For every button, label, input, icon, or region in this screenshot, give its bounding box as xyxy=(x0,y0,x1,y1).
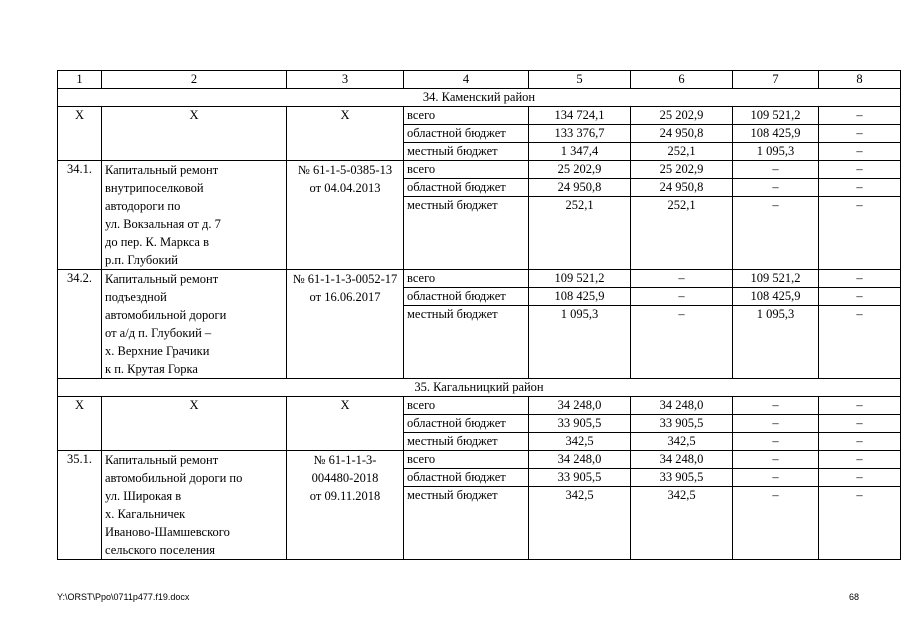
value-col5: 25 202,9 xyxy=(529,161,631,179)
budget-label: областной бюджет xyxy=(404,179,529,197)
value-col6: 342,5 xyxy=(631,433,733,451)
value-col7: – xyxy=(733,397,819,415)
item-document xyxy=(287,270,404,379)
value-col8: – xyxy=(819,433,901,451)
value-col6: 252,1 xyxy=(631,143,733,161)
value-col6: 34 248,0 xyxy=(631,397,733,415)
value-col5: 34 248,0 xyxy=(529,397,631,415)
value-col8: – xyxy=(819,306,901,379)
value-col7: 109 521,2 xyxy=(733,107,819,125)
footer-file-path: Y:\ORST\Ppo\0711p477.f19.docx xyxy=(57,592,190,602)
table-body xyxy=(58,71,901,560)
summary-col1: Х xyxy=(58,397,102,451)
cell-line: ул. Широкая в xyxy=(105,489,182,503)
cell-line: № 61-1-1-3-0052-17 xyxy=(292,272,398,286)
item-number: 34.1. xyxy=(58,161,102,270)
summary-row xyxy=(58,107,901,125)
cell-line: от а/д п. Глубокий – xyxy=(105,326,212,340)
value-col6: 25 202,9 xyxy=(631,161,733,179)
summary-col1: Х xyxy=(58,107,102,161)
cell-line: х. Верхние Грачики xyxy=(105,344,210,358)
value-col6: – xyxy=(631,270,733,288)
value-col8: – xyxy=(819,143,901,161)
column-header-8: 8 xyxy=(819,71,901,89)
value-col5: 33 905,5 xyxy=(529,415,631,433)
value-col8: – xyxy=(819,270,901,288)
budget-label: областной бюджет xyxy=(404,125,529,143)
value-col7: 1 095,3 xyxy=(733,306,819,379)
page-number: 68 xyxy=(849,592,860,602)
item-row xyxy=(58,270,901,288)
summary-col3: Х xyxy=(287,397,404,451)
value-col7: – xyxy=(733,179,819,197)
value-col6: 342,5 xyxy=(631,487,733,560)
value-col7: – xyxy=(733,487,819,560)
value-col8: – xyxy=(819,197,901,270)
value-col6: 24 950,8 xyxy=(631,179,733,197)
cell-line: № 61-1-5-0385-13 xyxy=(297,163,393,177)
cell-line: Иваново-Шамшевского xyxy=(105,525,230,539)
value-col8: – xyxy=(819,288,901,306)
item-row xyxy=(58,451,901,469)
budget-label: местный бюджет xyxy=(404,306,529,379)
value-col5: 1 347,4 xyxy=(529,143,631,161)
item-row xyxy=(58,161,901,179)
value-col8: – xyxy=(819,451,901,469)
section-title: 35. Кагальницкий район xyxy=(58,379,901,397)
item-document xyxy=(287,451,404,560)
value-col5: 33 905,5 xyxy=(529,469,631,487)
value-col8: – xyxy=(819,125,901,143)
value-col7: – xyxy=(733,469,819,487)
budget-label: всего xyxy=(404,270,529,288)
budget-label: областной бюджет xyxy=(404,415,529,433)
value-col6: 33 905,5 xyxy=(631,415,733,433)
value-col8: – xyxy=(819,469,901,487)
cell-line: до пер. К. Маркса в xyxy=(105,235,210,249)
cell-line: х. Кагальничек xyxy=(105,507,186,521)
summary-col2: Х xyxy=(102,397,287,451)
value-col5: 342,5 xyxy=(529,433,631,451)
item-number: 35.1. xyxy=(58,451,102,560)
investment-table xyxy=(57,70,901,560)
cell-line: Капитальный ремонт xyxy=(105,163,219,177)
column-header-3: 3 xyxy=(287,71,404,89)
item-document xyxy=(287,161,404,270)
summary-row xyxy=(58,397,901,415)
value-col8: – xyxy=(819,179,901,197)
budget-label: всего xyxy=(404,161,529,179)
item-number: 34.2. xyxy=(58,270,102,379)
budget-label: местный бюджет xyxy=(404,197,529,270)
cell-line: ул. Вокзальная от д. 7 xyxy=(105,217,221,231)
value-col7: 108 425,9 xyxy=(733,288,819,306)
value-col7: – xyxy=(733,433,819,451)
value-col5: 342,5 xyxy=(529,487,631,560)
cell-line: от 09.11.2018 xyxy=(309,489,381,503)
section-title-row xyxy=(58,89,901,107)
cell-line: автодороги по xyxy=(105,199,181,213)
column-header-5: 5 xyxy=(529,71,631,89)
column-header-1: 1 xyxy=(58,71,102,89)
value-col6: 33 905,5 xyxy=(631,469,733,487)
column-header-2: 2 xyxy=(102,71,287,89)
budget-label: местный бюджет xyxy=(404,487,529,560)
value-col8: – xyxy=(819,397,901,415)
column-header-4: 4 xyxy=(404,71,529,89)
value-col7: – xyxy=(733,415,819,433)
value-col6: – xyxy=(631,306,733,379)
budget-label: областной бюджет xyxy=(404,469,529,487)
value-col5: 34 248,0 xyxy=(529,451,631,469)
value-col7: – xyxy=(733,451,819,469)
cell-line: 004480-2018 xyxy=(311,471,379,485)
summary-col3: Х xyxy=(287,107,404,161)
value-col5: 134 724,1 xyxy=(529,107,631,125)
value-col8: – xyxy=(819,107,901,125)
budget-label: местный бюджет xyxy=(404,433,529,451)
value-col5: 24 950,8 xyxy=(529,179,631,197)
section-title-row xyxy=(58,379,901,397)
value-col7: – xyxy=(733,161,819,179)
value-col5: 133 376,7 xyxy=(529,125,631,143)
cell-line: автомобильной дороги xyxy=(105,308,227,322)
column-header-7: 7 xyxy=(733,71,819,89)
value-col5: 109 521,2 xyxy=(529,270,631,288)
value-col7: – xyxy=(733,197,819,270)
value-col6: – xyxy=(631,288,733,306)
column-header-6: 6 xyxy=(631,71,733,89)
value-col7: 1 095,3 xyxy=(733,143,819,161)
cell-line: от 04.04.2013 xyxy=(309,181,381,195)
budget-label: местный бюджет xyxy=(404,143,529,161)
cell-line: к п. Крутая Горка xyxy=(105,362,198,376)
cell-line: внутрипоселковой xyxy=(105,181,204,195)
cell-line: Капитальный ремонт xyxy=(105,453,219,467)
item-description xyxy=(102,451,287,560)
item-description xyxy=(102,161,287,270)
value-col5: 1 095,3 xyxy=(529,306,631,379)
budget-label: областной бюджет xyxy=(404,288,529,306)
cell-line: Капитальный ремонт xyxy=(105,272,219,286)
section-title: 34. Каменский район xyxy=(58,89,901,107)
value-col6: 24 950,8 xyxy=(631,125,733,143)
cell-line: сельского поселения xyxy=(105,543,216,557)
budget-label: всего xyxy=(404,397,529,415)
cell-line: р.п. Глубокий xyxy=(105,253,178,267)
value-col7: 109 521,2 xyxy=(733,270,819,288)
value-col5: 108 425,9 xyxy=(529,288,631,306)
item-description xyxy=(102,270,287,379)
value-col6: 34 248,0 xyxy=(631,451,733,469)
value-col7: 108 425,9 xyxy=(733,125,819,143)
value-col6: 25 202,9 xyxy=(631,107,733,125)
value-col5: 252,1 xyxy=(529,197,631,270)
value-col6: 252,1 xyxy=(631,197,733,270)
value-col8: – xyxy=(819,487,901,560)
cell-line: подъездной xyxy=(105,290,167,304)
cell-line: от 16.06.2017 xyxy=(309,290,381,304)
cell-line: № 61-1-1-3- xyxy=(313,453,377,467)
header-row xyxy=(58,71,901,89)
budget-label: всего xyxy=(404,107,529,125)
budget-label: всего xyxy=(404,451,529,469)
cell-line: автомобильной дороги по xyxy=(105,471,243,485)
value-col8: – xyxy=(819,415,901,433)
summary-col2: Х xyxy=(102,107,287,161)
value-col8: – xyxy=(819,161,901,179)
